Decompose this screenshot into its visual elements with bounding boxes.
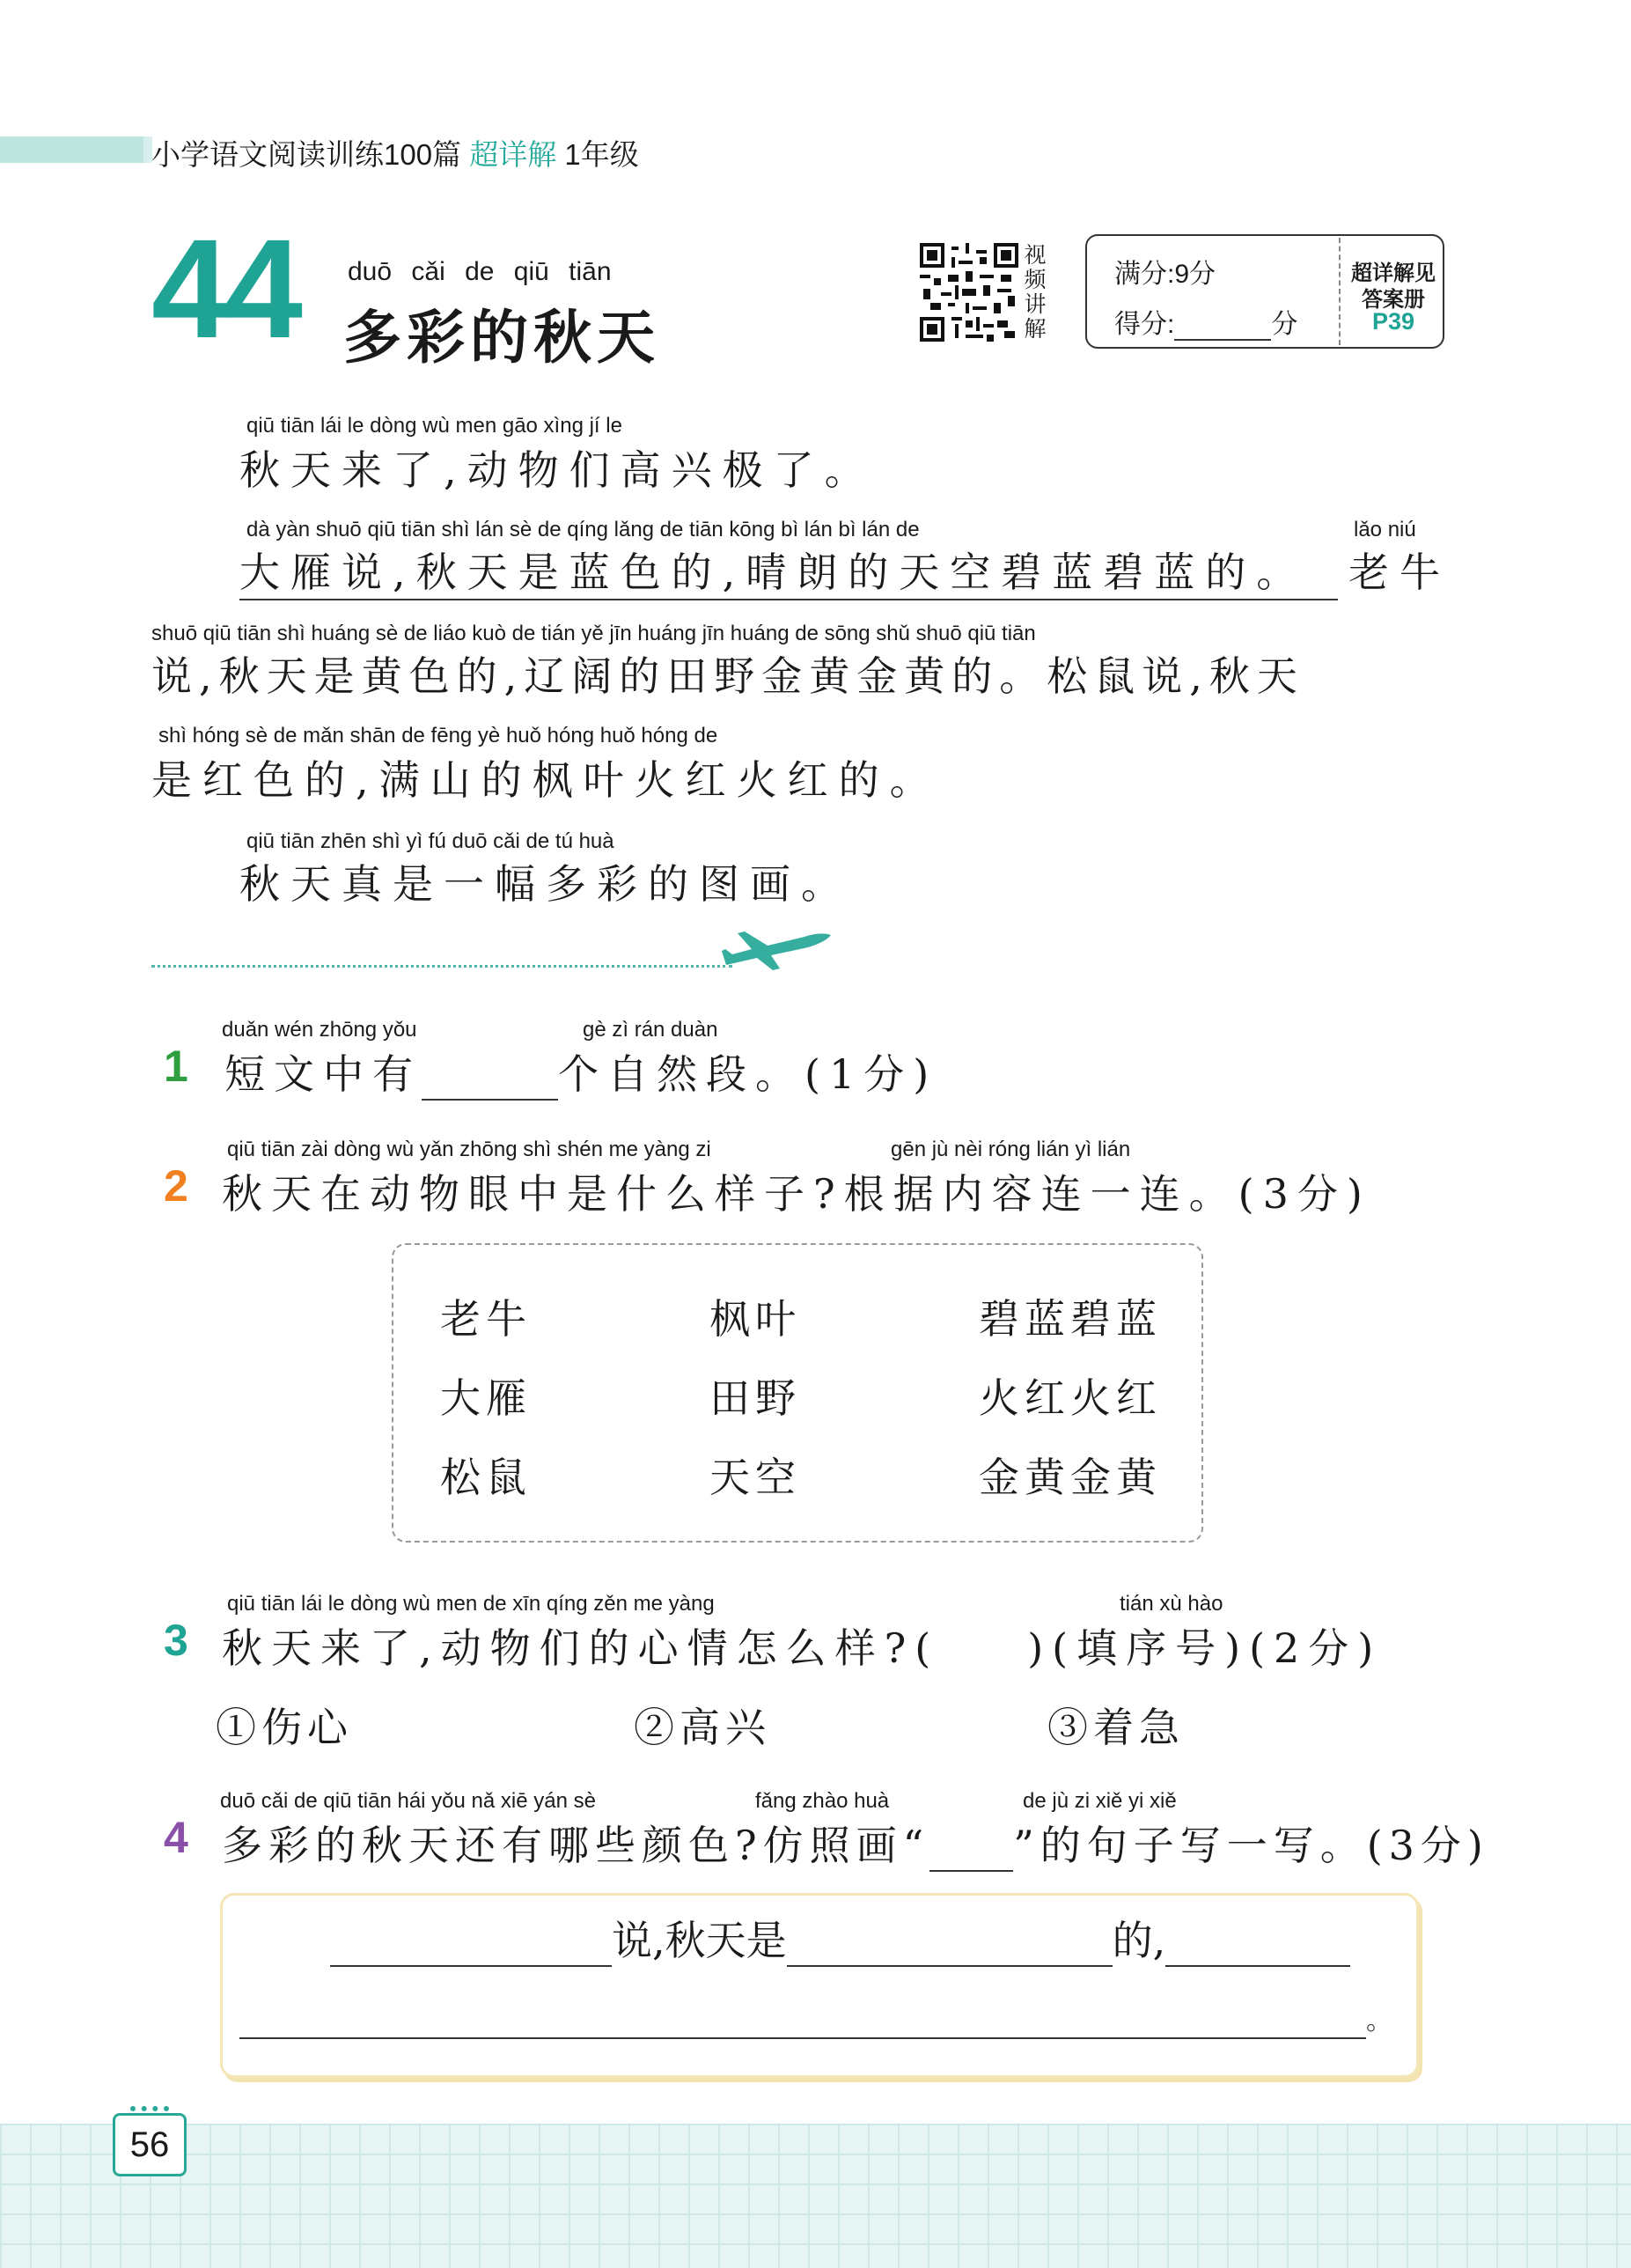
question-2-pinyin-b: gēn jù nèi róng lián yì lián xyxy=(891,1138,1131,1161)
score-blank[interactable] xyxy=(1174,316,1271,341)
match-item[interactable]: 老牛 xyxy=(440,1295,532,1343)
section-divider xyxy=(151,965,732,968)
lesson-title: 多彩的秋天 xyxy=(343,305,660,370)
question-1-number: 1 xyxy=(164,1042,188,1091)
question-3-option: ①伤心 xyxy=(216,1704,353,1751)
question-4-pinyin-b: fǎng zhào huà xyxy=(755,1789,890,1813)
score-field[interactable]: 得分: 分 xyxy=(1114,310,1298,339)
match-item[interactable]: 天空 xyxy=(709,1454,801,1501)
book-title: 小学语文阅读训练100篇 超详解 1年级 xyxy=(151,138,639,171)
qr-label: 视 频 讲 解 xyxy=(1024,243,1047,342)
full-score: 满分:9分 xyxy=(1114,260,1216,289)
passage-line-2-underlined: 大雁说,秋天是蓝色的,晴朗的天空碧蓝碧蓝的。 xyxy=(239,541,1338,600)
passage-pinyin-4: shì hóng sè de mǎn shān de fēng yè huǒ hóng huǒ hóng de xyxy=(158,724,718,747)
question-4-pinyin-a: duō cǎi de qiū tiān hái yǒu nǎ xiē yán sè xyxy=(220,1789,596,1813)
question-3-option: ③着急 xyxy=(1047,1704,1185,1751)
footer-grid xyxy=(0,2124,1631,2268)
match-item[interactable]: 松鼠 xyxy=(440,1454,532,1501)
passage-pinyin-2-end: lǎo niú xyxy=(1354,518,1416,541)
page-number: 56 xyxy=(113,2113,187,2176)
question-1-pinyin-a: duǎn wén zhōng yǒu xyxy=(222,1018,417,1042)
book-accent: 超详解 xyxy=(469,138,557,171)
passage-line-3: 说,秋天是黄色的,辽阔的田野金黄金黄的。松鼠说,秋天 xyxy=(151,652,1304,700)
passage-pinyin-2: dà yàn shuō qiū tiān shì lán sè de qíng lǎng de tiān kōng bì lán bì lán de xyxy=(246,518,920,541)
passage-line-2-end: 老牛 xyxy=(1348,549,1451,596)
answer-line-2: 。 xyxy=(239,1992,1392,2039)
answer-ref-1: 超详解见 xyxy=(1351,261,1436,285)
question-4-number: 4 xyxy=(164,1813,188,1862)
question-1-text: 短文中有 个自然段。(1分) xyxy=(224,1042,937,1101)
passage-pinyin-3: shuō qiū tiān shì huáng sè de liáo kuò de tián yě jīn huáng jīn huáng de sōng shǔ shuō qiū tiān xyxy=(151,622,1036,645)
question-3-pinyin-b: tián xù hào xyxy=(1120,1592,1223,1616)
answer-line-1: 说,秋天是 的, xyxy=(330,1909,1350,1967)
score-divider xyxy=(1339,238,1341,345)
match-item[interactable]: 田野 xyxy=(709,1374,801,1422)
match-item[interactable]: 大雁 xyxy=(440,1374,532,1422)
passage-pinyin-5: qiū tiān zhēn shì yì fú duō cǎi de tú huà xyxy=(246,829,614,853)
match-item[interactable]: 金黄金黄 xyxy=(979,1454,1162,1501)
question-1-blank[interactable] xyxy=(422,1064,558,1101)
question-2-number: 2 xyxy=(164,1161,188,1211)
question-3-pinyin-a: qiū tiān lái le dòng wù men de xīn qíng zěn me yàng xyxy=(227,1592,715,1616)
answer-blank-2[interactable] xyxy=(787,1930,1113,1967)
question-1-pinyin-b: gè zì rán duàn xyxy=(583,1018,718,1042)
header-bar xyxy=(0,136,143,163)
answer-page: P39 xyxy=(1371,308,1415,335)
answer-blank-1[interactable] xyxy=(330,1930,612,1967)
answer-blank-3[interactable] xyxy=(1165,1930,1350,1967)
question-3-text: 秋天来了,动物们的心情怎么样?( )(填序号)(2分) xyxy=(222,1624,1383,1672)
match-item[interactable]: 枫叶 xyxy=(709,1295,801,1343)
passage-line-1: 秋天来了,动物们高兴极了。 xyxy=(239,446,876,494)
lesson-number: 44 xyxy=(151,210,298,367)
question-2-text: 秋天在动物眼中是什么样子?根据内容连一连。(3分) xyxy=(222,1170,1371,1218)
question-4-pinyin-c: de jù zi xiě yi xiě xyxy=(1023,1789,1177,1813)
match-item[interactable]: 碧蓝碧蓝 xyxy=(979,1295,1162,1343)
question-2-pinyin-a: qiū tiān zài dòng wù yǎn zhōng shì shén me yàng zi xyxy=(227,1138,711,1161)
match-item[interactable]: 火红火红 xyxy=(979,1374,1162,1422)
passage-line-4: 是红色的,满山的枫叶火红火红的。 xyxy=(151,756,941,804)
grade: 1年级 xyxy=(564,138,639,171)
passage-line-5: 秋天真是一幅多彩的图画。 xyxy=(239,860,852,908)
qr-code-icon[interactable] xyxy=(920,243,1018,342)
question-4-blank[interactable] xyxy=(929,1835,1013,1872)
answer-ref-2: 答案册 xyxy=(1362,288,1425,312)
title-pinyin: duō cǎi de qiū tiān xyxy=(348,257,612,286)
answer-blank-4[interactable] xyxy=(239,2002,1366,2039)
passage-pinyin-1: qiū tiān lái le dòng wù men gāo xìng jí le xyxy=(246,414,622,438)
airplane-icon xyxy=(722,926,836,972)
question-4-text: 多彩的秋天还有哪些颜色?仿照画“ ”的句子写一写。(3分) xyxy=(222,1814,1489,1872)
question-3-option: ②高兴 xyxy=(634,1704,771,1751)
question-3-number: 3 xyxy=(164,1616,188,1665)
